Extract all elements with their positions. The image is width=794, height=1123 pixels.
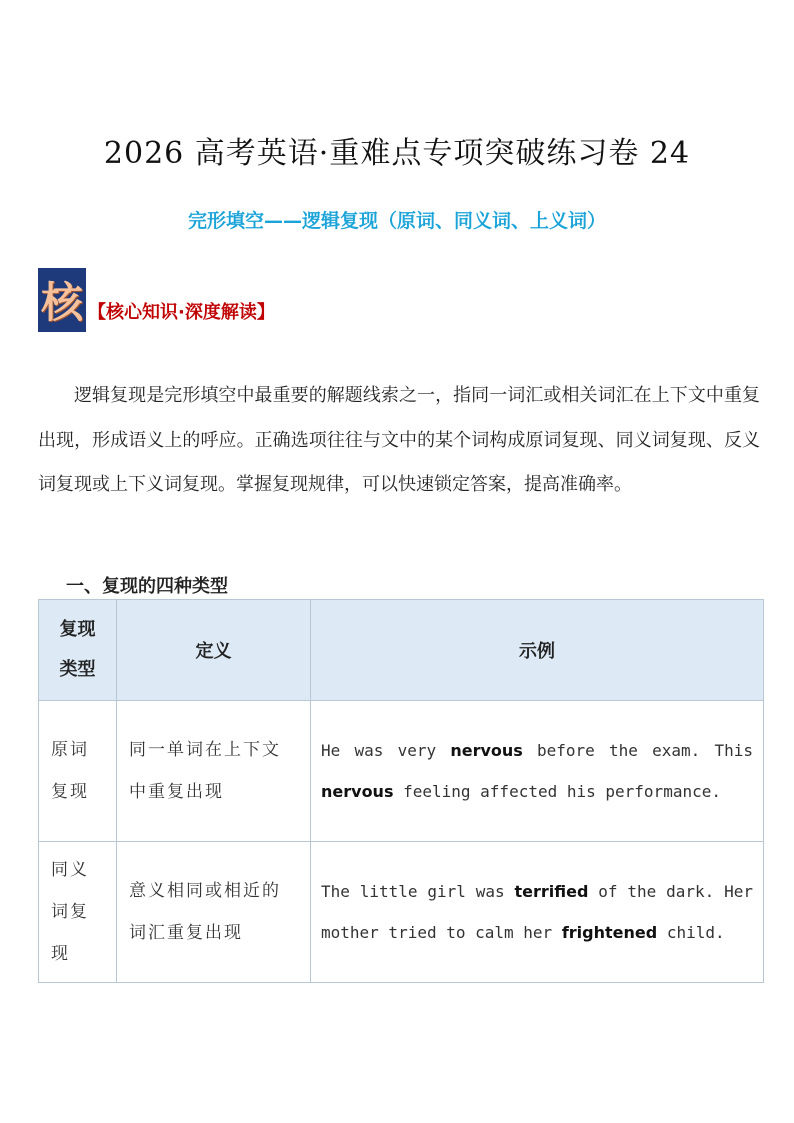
table-header-row: [39, 600, 764, 701]
row-type: 同义词复现: [39, 842, 117, 983]
header-type: 复现类型: [39, 600, 117, 701]
row-definition: 同一单词在上下文中重复出现: [117, 701, 311, 842]
header-example: 示例: [311, 600, 764, 701]
row-example: The little girl was terrified of the dark. Her mother tried to calm her frightened child.: [311, 842, 764, 983]
page-subtitle: 完形填空——逻辑复现（原词、同义词、上义词）: [187, 210, 606, 232]
core-badge-char: 核: [40, 278, 83, 327]
sub-heading: 一、复现的四种类型: [66, 576, 228, 597]
keyword: nervous: [450, 741, 523, 760]
page-title: 2026 高考英语·重难点专项突破练习卷 24: [103, 136, 691, 171]
keyword: terrified: [514, 882, 589, 901]
row-definition: 意义相同或相近的词汇重复出现: [117, 842, 311, 983]
header-definition: 定义: [117, 600, 311, 701]
table-row: [39, 701, 764, 842]
section-heading: 【核心知识·深度解读】: [88, 302, 275, 323]
keyword: nervous: [321, 782, 394, 801]
table-row: [39, 842, 764, 983]
row-example: He was very nervous before the exam. This nervous feeling affected his performance.: [311, 701, 764, 842]
core-badge: [38, 268, 86, 332]
repetition-types-table: [38, 599, 764, 983]
intro-paragraph: 逻辑复现是完形填空中最重要的解题线索之一，指同一词汇或相关词汇在上下文中重复出现，形成语义上的呼应。正确选项往往与文中的某个词构成原词复现、同义词复现、反义词复现或上下义词复现。掌握复现规律，可以快速锁定答案，提高准确率。: [38, 385, 760, 495]
row-type: 原词复现: [39, 701, 117, 842]
keyword: frightened: [561, 923, 658, 942]
